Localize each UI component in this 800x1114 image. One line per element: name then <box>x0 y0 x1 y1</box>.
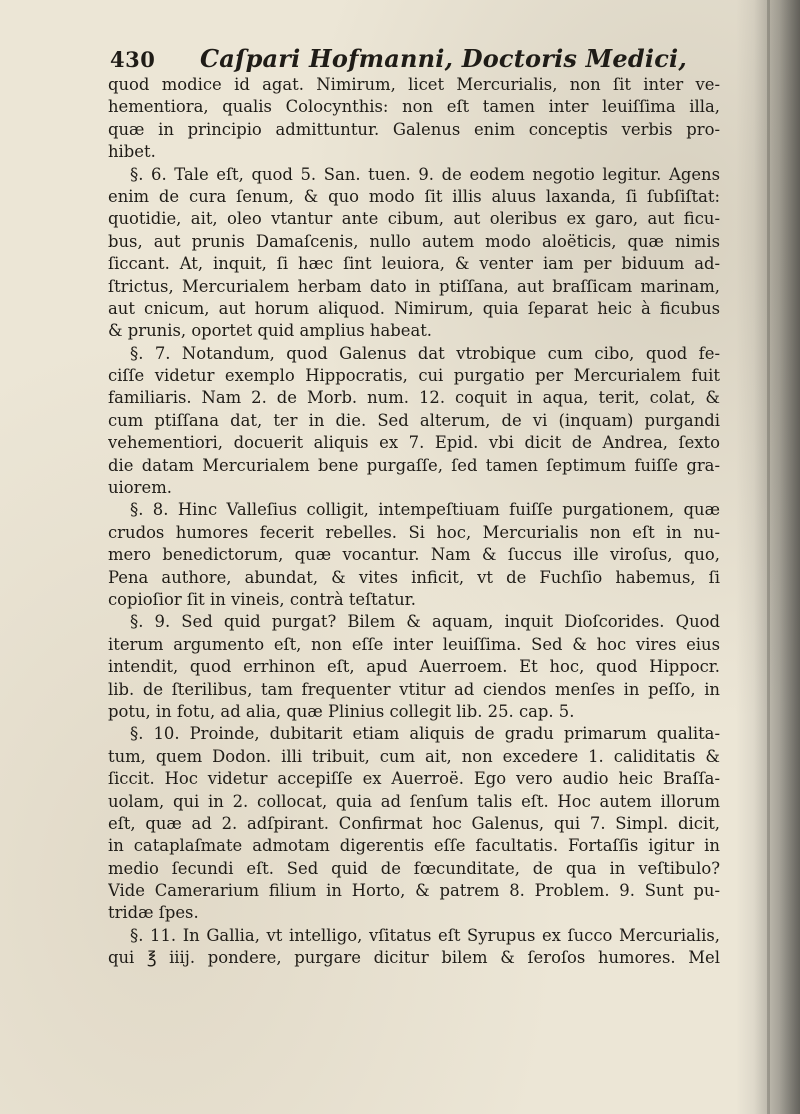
text-line: quotidie, ait, oleo vtantur ante cibum, aut oleribus ex garo, aut ficu- <box>108 209 720 229</box>
body-text <box>108 74 720 970</box>
page-header <box>110 44 710 74</box>
text-line: in cataplaſmate admotam digerentis eſſe facultatis. Fortaſſis igitur in <box>108 836 720 856</box>
text-line: ciſſe videtur exemplo Hippocratis, cui purgatio per Mercurialem fuit <box>108 366 720 386</box>
text-line: quod modice id agat. Nimirum, licet Mercurialis, non ſit inter ve- <box>108 75 720 94</box>
text-line: tridæ ſpes. <box>108 903 199 923</box>
text-line: bus, aut prunis Damaſcenis, nullo autem modo aloëticis, quæ nimis <box>108 231 720 251</box>
text-line: familiaris. Nam 2. de Morb. num. 12. coquit in aqua, terit, colat, & <box>108 388 720 408</box>
text-line: hementiora, qualis Colocynthis: non eſt tamen inter leuiſſima illa, <box>108 97 720 117</box>
text-line: qui ℥ iiij. pondere, purgare dicitur bilem & ſeroſos humores. Mel <box>108 948 720 968</box>
text-line: Pena authore, abundat, & vites inficit, vt de Fuchſio habemus, ſi <box>108 567 720 587</box>
text-line: die datam Mercurialem bene purgaſſe, ſed tamen ſeptimum fuiſſe gra- <box>108 455 720 475</box>
text-line: uiorem. <box>108 478 172 498</box>
text-line: medio ſecundi eſt. Sed quid de fœcunditate, de qua in veſtibulo? <box>108 858 720 878</box>
binding-edge <box>767 0 770 1114</box>
text-line: potu, in fotu, ad alia, quæ Plinius collegit lib. 25. cap. 5. <box>108 701 575 721</box>
text-line: enim de cura ſenum, & quo modo ſit illis aluus laxanda, ſi ſubſiſtat: <box>108 186 720 206</box>
text-line: ſtrictus, Mercurialem herbam dato in ptiſſana, aut braſſicam marinam, <box>108 276 720 296</box>
text-line: vehementiori, docuerit aliquis ex 7. Epid. vbi dicit de Andrea, ſexto <box>108 433 720 453</box>
text-line: ſiccit. Hoc videtur accepiſſe ex Auerroë. Ego vero audio heic Braſſa- <box>108 769 720 789</box>
text-line: aut cnicum, aut horum aliquod. Nimirum, quia ſeparat heic à ficubus <box>108 298 720 318</box>
text-line: eſt, quæ ad 2. adſpirant. Confirmat hoc Galenus, qui 7. Simpl. dicit, <box>108 813 720 833</box>
text-line: tum, quem Dodon. illi tribuit, cum ait, non excedere 1. caliditatis & <box>108 746 720 766</box>
page-gutter-shadow <box>754 0 800 1114</box>
text-line: quæ in principio admittuntur. Galenus enim conceptis verbis pro- <box>108 119 720 139</box>
text-line: iterum argumento eſt, non eſſe inter leuiſſima. Sed & hoc vires eius <box>108 634 720 654</box>
text-line: crudos humores fecerit rebelles. Si hoc, Mercurialis non eſt in nu- <box>108 522 720 542</box>
text-line: hibet. <box>108 142 156 162</box>
text-line: §. 9. Sed quid purgat? Bilem & aquam, inquit Dioſcorides. Quod <box>130 612 720 632</box>
text-line: intendit, quod errhinon eſt, apud Auerroem. Et hoc, quod Hippocr. <box>108 657 720 677</box>
text-line: §. 6. Tale eſt, quod 5. San. tuen. 9. de eodem negotio legitur. Agens <box>130 164 720 184</box>
text-line: cum ptiſſana dat, ter in die. Sed alterum, de vi (inquam) purgandi <box>108 410 720 430</box>
text-line: Vide Camerarium filium in Horto, & patrem 8. Problem. 9. Sunt pu- <box>108 881 720 901</box>
text-line: mero benedictorum, quæ vocantur. Nam & ſuccus ille viroſus, quo, <box>108 545 720 565</box>
text-line: §. 7. Notandum, quod Galenus dat vtrobique cum cibo, quod fe- <box>130 343 720 363</box>
text-line: §. 10. Proinde, dubitarit etiam aliquis de gradu primarum qualita- <box>130 724 720 744</box>
text-line: §. 11. In Gallia, vt intelligo, vſitatus eſt Syrupus ex ſucco Mercurialis, <box>130 925 720 945</box>
running-head: Caſpari Hofmanni, Doctoris Medici, <box>200 44 687 73</box>
text-line: & prunis, oportet quid amplius habeat. <box>108 321 433 341</box>
page-number: 430 <box>110 47 156 72</box>
text-line: copioſior ſit in vineis, contrà teſtatur. <box>108 589 416 609</box>
text-line: ſiccant. At, inquit, ſi hæc ſint leuiora, & venter iam per biduum ad- <box>108 254 720 274</box>
text-line: §. 8. Hinc Valleſius colligit, intempeſtiuam fuiſſe purgationem, quæ <box>130 500 720 520</box>
text-line: uolam, qui in 2. collocat, quia ad ſenſum talis eſt. Hoc autem illorum <box>108 791 720 811</box>
text-line: lib. de ſterilibus, tam frequenter vtitur ad ciendos menſes in peſſo, in <box>108 679 720 699</box>
